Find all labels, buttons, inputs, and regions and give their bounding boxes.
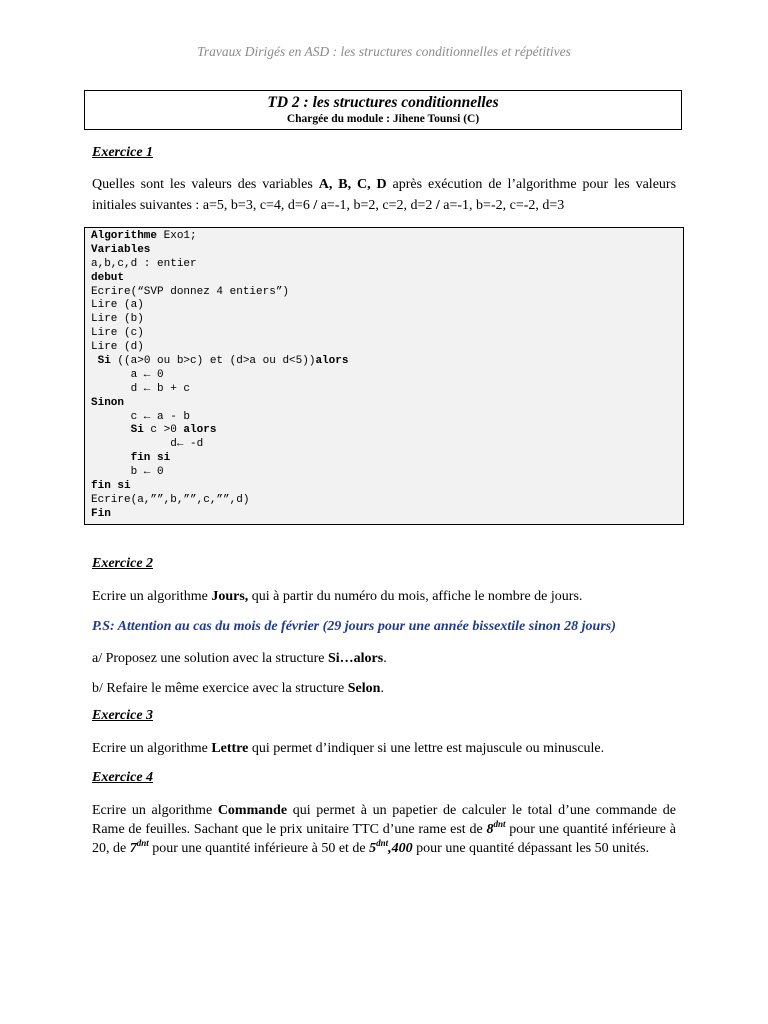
- code-line: [91, 355, 683, 369]
- statement-text: qui permet à un papetier de calculer le total d’une commande de Rame de feuilles. Sachant que le prix unitaire TTC d’une rame est de: [92, 803, 676, 837]
- statement-text: a=-1, b=2, c=2, d=2: [317, 198, 436, 213]
- document-title: TD 2 : les structures conditionnelles: [267, 94, 499, 111]
- code-line: Variables: [91, 243, 151, 256]
- code-line: d← -d: [91, 438, 204, 451]
- code-line: b ← 0: [91, 466, 164, 479]
- statement-separator: /: [435, 198, 440, 213]
- price-unit: dnt: [136, 838, 149, 848]
- code-text: ((a>0 ou b>c) et (d>a ou d<5)): [110, 355, 316, 368]
- running-header: Travaux Dirigés en ASD : les structures conditionnelles et répétitives: [197, 44, 571, 59]
- code-line: Lire (c): [91, 327, 144, 340]
- exercise-4-statement: [92, 801, 676, 858]
- code-keyword: Si: [91, 424, 144, 437]
- statement-text: .: [383, 651, 387, 666]
- code-keyword: alors: [183, 424, 217, 437]
- statement-text: .: [380, 681, 384, 696]
- statement-text: Ecrire un algorithme: [92, 741, 212, 756]
- code-line: Lire (b): [91, 313, 144, 326]
- price-value: 5: [369, 841, 377, 856]
- statement-text: Ecrire un algorithme: [92, 589, 212, 604]
- price-value: ,400: [388, 841, 413, 856]
- algorithm-name: Lettre: [211, 741, 249, 756]
- code-text: c >0: [143, 424, 184, 437]
- exercise-2-statement: [92, 586, 676, 607]
- statement-text: pour une quantité inférieure à 50 et de: [148, 841, 370, 856]
- title-box: [84, 90, 682, 130]
- statement-text: après exécution de l’algorithme pour les valeurs initiales suivantes : a=5, b=3, c=4, d=6: [92, 177, 677, 213]
- structure-keyword: Selon: [347, 681, 381, 696]
- document-subtitle: Chargée du module : Jihene Tounsi (C): [286, 113, 480, 125]
- statement-text: a=-1, b=-2, c=-2, d=3: [439, 198, 565, 213]
- statement-text: Ecrire un algorithme: [92, 803, 218, 818]
- structure-keyword: Si…alors: [327, 651, 384, 666]
- statement-text: pour une quantité inférieure à 20, de: [92, 822, 676, 856]
- statement-text: qui à partir du numéro du mois, affiche le nombre de jours.: [248, 589, 583, 604]
- code-text: Exo1;: [157, 230, 197, 242]
- exercise-2-part-a: [92, 648, 676, 669]
- exercise-3-heading: Exercice 3: [92, 708, 154, 723]
- statement-variables: A, B, C, D: [318, 177, 387, 192]
- code-line: Ecrire(a,””,b,””,c,””,d): [91, 493, 250, 506]
- exercise-4-heading: Exercice 4: [92, 770, 154, 785]
- exercise-2-note: P.S: Attention au cas du mois de février (29 jours pour une année bissextile sinon 28 jours): [92, 619, 616, 634]
- algorithm-name: Commande: [217, 803, 288, 818]
- statement-text: a/ Proposez une solution avec la structure: [92, 651, 328, 666]
- price-unit: dnt: [493, 819, 506, 829]
- statement-separator: /: [313, 198, 318, 213]
- price-value: 7: [129, 841, 137, 856]
- code-line: debut: [91, 271, 125, 284]
- algorithm-code-block: [84, 227, 684, 525]
- statement-text: qui permet d’indiquer si une lettre est majuscule ou minuscule.: [248, 741, 605, 756]
- code-line: [91, 230, 683, 244]
- exercise-1-heading: Exercice 1: [92, 145, 154, 160]
- code-line: Lire (d): [91, 341, 144, 354]
- code-line: Ecrire(“SVP donnez 4 entiers”): [91, 285, 290, 298]
- algorithm-name: Jours,: [211, 589, 249, 604]
- code-line: Fin: [91, 507, 111, 520]
- code-line: c ← a - b: [91, 410, 191, 423]
- code-line: fin si: [91, 480, 131, 493]
- code-keyword: alors: [315, 355, 349, 368]
- exercise-2-heading: Exercice 2: [92, 556, 154, 571]
- statement-text: b/ Refaire le même exercice avec la structure: [92, 681, 348, 696]
- price-value: 8: [486, 822, 494, 837]
- code-line: fin si: [91, 452, 171, 465]
- code-keyword: Algorithme: [91, 230, 158, 242]
- code-line: Lire (a): [91, 299, 144, 312]
- statement-text: pour une quantité dépassant les 50 unités.: [412, 841, 650, 856]
- exercise-1-statement: [92, 174, 676, 216]
- statement-text: Quelles sont les valeurs des variables: [92, 177, 319, 192]
- code-line: [91, 424, 683, 438]
- code-line: d ← b + c: [91, 382, 191, 395]
- exercise-2-part-b: [92, 678, 676, 699]
- code-line: a,b,c,d : entier: [91, 257, 197, 270]
- exercise-3-statement: [92, 738, 676, 759]
- code-line: a ← 0: [91, 368, 164, 381]
- code-keyword: Si: [91, 355, 111, 368]
- code-line: Sinon: [91, 396, 125, 409]
- price-unit: dnt: [376, 838, 389, 848]
